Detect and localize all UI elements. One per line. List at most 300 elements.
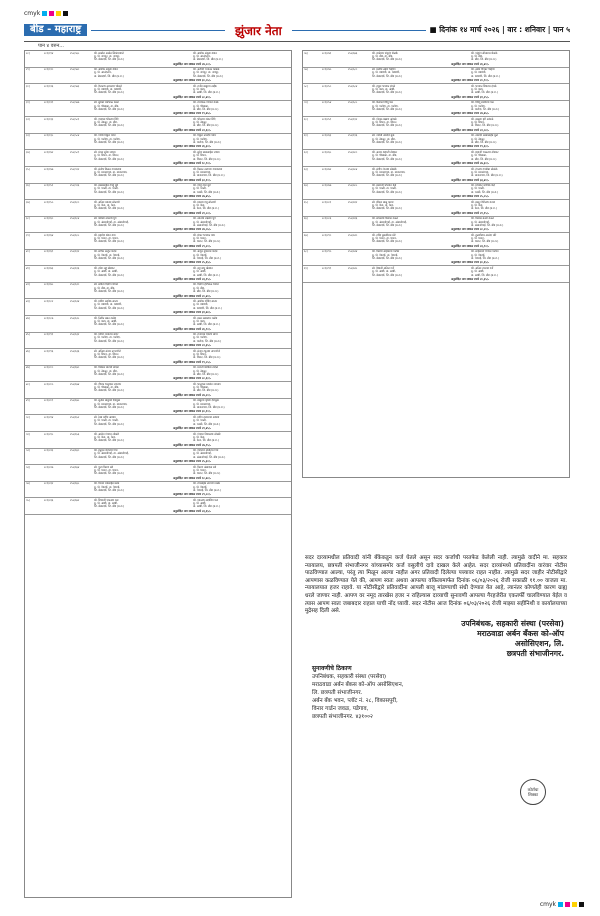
guarantor-line: मु. पो. आनंदनगर, (193, 53, 211, 58)
guarantor-cell (470, 68, 569, 79)
guarantor-line: मु. पो. शिरूर, (471, 120, 485, 125)
guarantor-line: श्री. विठ्ठल नामदेव पवार (193, 133, 217, 138)
row-spacer (25, 62, 43, 66)
borrower-line: श्री. गोरख लक्ष्मण आंधळे (372, 117, 397, 121)
borrower-line: जि. बेमप्रदर्श, जि. बीड (म.रा.) (94, 57, 125, 62)
borrower-line: जि. बेमप्रदर्श, जि. बीड (म.रा.) (94, 405, 125, 409)
account-no: २८१/१९१ (44, 332, 54, 337)
row-spacer (69, 178, 93, 182)
claim-amount: अनुमोदित नाव रक्कम रुपये २३,९०/- (450, 244, 490, 248)
row-spacer (347, 145, 371, 149)
row-spacer (347, 195, 371, 199)
row-spacer (69, 211, 93, 215)
table-row (25, 316, 291, 333)
row-spacer (25, 112, 43, 116)
guarantor-line: श्री. भीमराव शंकर शिंदे (193, 117, 216, 121)
guarantor-cell (192, 366, 291, 377)
borrower-line: जि. बेमप्रदर्श, जि. बीड (म.रा.) (94, 189, 125, 194)
guarantor-line: ता. आष्टी, जि. बीड (म.रा.) (471, 90, 498, 95)
borrower-line: जि. बेमप्रदर्श, जि. बीड (म.रा.) (372, 90, 403, 95)
borrower-line: जि. बेमप्रदर्श, जि. बीड (म.रा.) (372, 57, 403, 62)
serial-no: ४७) (26, 365, 30, 370)
account-no: २८१/२२७ (44, 465, 54, 469)
claim-amount: अनुमोदित नाव रक्कम रुपये २८,२०/- (450, 227, 490, 232)
table-row (25, 299, 291, 316)
loan-no: २५५/६५६ (70, 431, 80, 436)
borrower-cell (93, 167, 192, 178)
magenta-swatch (49, 11, 54, 16)
borrower-line: श्री. ज्ञानेश्वर पांडुरंग शेळके (372, 51, 398, 55)
guarantor-line: मु. पो. शिरूर, (193, 352, 207, 357)
row-spacer (321, 277, 347, 281)
account-no: २८१/११४ (44, 51, 54, 55)
serial-no: ६०) (304, 117, 308, 121)
header-rule (292, 30, 426, 31)
account-no: २८१/१६४ (44, 233, 54, 237)
guarantor-cell (470, 134, 569, 145)
row-spacer (321, 95, 347, 99)
row-spacer (69, 360, 93, 364)
guarantor-cell (192, 101, 291, 112)
loan-no: २५५/५८१ (70, 117, 80, 121)
borrower-line: मु. पो. गेवराई, ता. गेवराई, (94, 484, 120, 489)
borrower-cell (93, 399, 192, 410)
row-spacer (347, 112, 371, 116)
row-spacer (303, 161, 321, 165)
table-row (303, 51, 569, 68)
guarantor-line: ता. गेवराई, जि. बीड (म.रा.) (193, 255, 221, 260)
serial-no: ३१) (26, 100, 30, 105)
borrower-line: जि. बेमप्रदर्श, जि. बीड (म.रा.) (94, 272, 125, 277)
borrower-line: श्री. गणेश विठ्ठल पवार (94, 133, 116, 138)
guarantor-line: ता. बीड, जि. बीड (म.रा.) (193, 388, 219, 393)
borrower-line: जि. बेमप्रदर्श, जि. बीड (म.रा.) (94, 255, 125, 260)
guarantor-cell (470, 84, 569, 95)
signature-line: उपनिबंधक, सहकारी संस्था (परसेवा) (461, 618, 564, 628)
guarantor-cell (192, 316, 291, 327)
row-spacer (69, 161, 93, 165)
magenta-swatch (565, 902, 570, 907)
loan-no: २५५/६८८ (348, 100, 358, 105)
venue-line: अर्बन बँक भवन, प्लॉट नं. २८, विकासपुरी, (312, 697, 398, 704)
claim-amount: अनुमोदित नाव रक्कम रुपये २६,४०/- (450, 62, 490, 66)
guarantor-line: ता. अंबाजोगाई, जि. बीड (म.रा.) (193, 222, 226, 227)
serial-no: ४३) (26, 299, 30, 304)
guarantor-line: मु. पो. बीड, (471, 53, 483, 58)
borrower-line: जि. बेमप्रदर्श, जि. बीड (म.रा.) (94, 504, 125, 509)
table-row (25, 184, 291, 201)
yellow-swatch (56, 11, 61, 16)
row-spacer (69, 410, 93, 414)
serial-no: ५५) (26, 498, 30, 502)
table-row (25, 200, 291, 217)
borrower-line: मु. पो. चौसाळा, ता. बीड, (372, 153, 398, 158)
borrower-line: जि. बेमप्रदर्श, जि. बीड (म.रा.) (94, 173, 125, 178)
row-spacer (303, 128, 321, 132)
row-spacer (43, 493, 69, 497)
row-spacer (43, 277, 69, 281)
guarantor-line: श्री. शहाजी भाऊराव तोडकर (471, 150, 499, 154)
borrower-cell (93, 134, 192, 145)
borrower-line: श्री. दत्तात्रय भीमराव शिंदे (94, 117, 119, 121)
row-spacer (303, 112, 321, 116)
serial-no: ३३) (26, 133, 30, 138)
row-spacer (303, 62, 321, 66)
guarantor-line: ता. बीड, जि. बीड (म.रा.) (193, 106, 219, 111)
guarantor-line: श्री. रंगनाथ दगडोबा सोळंके (471, 166, 498, 171)
account-no: २८१/१६९ (44, 249, 54, 254)
row-spacer (25, 460, 43, 464)
guarantor-line: ता. गेवराई, जि. बीड (म.रा.) (471, 255, 499, 260)
guarantor-line: ता. परळी, जि. बीड (म.रा.) (193, 421, 221, 426)
borrower-line: श्री. संतोष किसन गायकवाड (94, 166, 122, 171)
claim-amount: अनुमोदित नाव रक्कम रुपये २२,३५/- (172, 343, 212, 348)
guarantor-line: ता. पाटोदा, जि. बीड (म.रा.) (193, 140, 222, 144)
row-spacer (43, 460, 69, 464)
guarantor-line: ता. परळी, जि. बीड (म.रा.) (193, 189, 221, 194)
serial-no: ४८) (26, 382, 30, 386)
borrower-line: श्री. दीपक भानुदास जगताप (94, 382, 122, 386)
borrower-line: जि. बेमप्रदर्श, जि. बीड (म.रा.) (94, 388, 125, 393)
claim-amount: अनुमोदित नाव रक्कम रुपये ३०,६५/- (450, 260, 490, 265)
account-no: २८१/१३३ (44, 117, 54, 121)
borrower-line: श्री. शिवाजी एकनाथ फड (94, 498, 119, 502)
row-spacer (43, 344, 69, 348)
borrower-cell (93, 200, 192, 211)
serial-no: ४०) (26, 249, 30, 254)
account-no: २८१/१५१ (44, 183, 54, 188)
row-spacer (25, 277, 43, 281)
claim-amount: अनुमोदित नाव रक्कम रुपये १९,७५/- (172, 111, 212, 116)
guarantor-line: मु. पो. परळी, (193, 186, 207, 191)
row-spacer (25, 178, 43, 182)
serial-no: ५०) (26, 415, 30, 419)
table-row (303, 200, 569, 217)
row-spacer (69, 112, 93, 116)
borrower-cell (371, 117, 470, 128)
loan-no: २५५/६८४ (348, 84, 358, 88)
loan-no: २५५/७१२ (348, 200, 358, 204)
guarantor-line: मु. पो. गेवराई, (193, 484, 208, 489)
borrower-line: श्री. सोमनाथ विलास राऊत (372, 216, 399, 221)
borrower-line: श्री. संदीप रंगनाथ सोळंके (372, 166, 397, 171)
borrower-line: जि. बेमप्रदर्श, जि. बीड (म.रा.) (94, 123, 125, 128)
borrower-line: मु. पो. कडा, ता. आष्टी, (94, 318, 117, 323)
borrower-line: श्री. कैलास विष्णू धस (372, 100, 393, 105)
borrower-line: मु. पो. आनंदनगर, (94, 70, 112, 75)
borrower-line: श्री. विकास मारुती तांदळे (94, 365, 119, 370)
venue-line: मराठवाडा अर्बन बँकस को-ऑप असोसिएशन, (312, 681, 404, 688)
borrower-line: सौ. सुरेखा रामभाऊ काळे (94, 100, 119, 105)
borrower-line: जि. बेमप्रदर्श, जि. बीड (म.रा.) (94, 206, 125, 211)
guarantor-line: श्री. लहू बापू खेडकर (193, 266, 213, 270)
guarantor-cell (192, 333, 291, 344)
table-row (25, 449, 291, 466)
borrower-line: मु. पो. पाटोदा, ता. पाटोदा, (94, 136, 121, 141)
borrower-cell (93, 101, 192, 112)
guarantor-line: मु. पो. गेवराई, (471, 252, 486, 257)
guarantor-line: ता. धारूर, जि. बीड (म.रा.) (471, 239, 499, 244)
borrower-line: जि. बेमप्रदर्श, जि. बीड (म.रा.) (94, 355, 125, 360)
claim-amount: अनुमोदित नाव रक्कम रुपये ३०,१०/- (172, 409, 212, 414)
account-no: २८१/२६३ (322, 133, 332, 138)
account-no: २८१/२४५ (322, 67, 332, 72)
row-spacer (43, 145, 69, 149)
serial-no: ३२) (26, 117, 30, 121)
borrower-line: जि. बेमप्रदर्श, जि. बीड (म.रा.) (94, 289, 125, 294)
table-row (303, 266, 569, 283)
loan-no: २५५/६८० (348, 67, 358, 72)
guarantor-line: श्री. अशोक अंकुश वाकर (193, 51, 217, 55)
row-spacer (25, 95, 43, 99)
table-row (303, 167, 569, 184)
row-spacer (69, 509, 93, 513)
guarantor-line: ता. आष्टी, जि. बीड (म.रा.) (193, 272, 220, 277)
borrower-line: मु. पो. माजलगाव, ता. माजलगाव, (94, 169, 128, 174)
account-no: २८१/२१८ (44, 431, 54, 436)
claim-amount: अनुमोदित नाव रक्कम रुपये १८,९०/- (172, 161, 212, 166)
row-spacer (303, 211, 321, 215)
table-row (303, 217, 569, 234)
loan-no: २५५/६१२ (70, 249, 80, 254)
borrower-line: मु. पो. शिरूर, ता. शिरूर, (94, 352, 120, 357)
row-spacer (43, 327, 69, 331)
guarantor-line: श्री. किरण अंबादास बडे (193, 465, 217, 469)
guarantor-line: श्री. अर्जुन तुकाराम कदम (193, 249, 218, 254)
row-spacer (303, 244, 321, 248)
guarantor-cell (192, 250, 291, 261)
claim-amount: अनुमोदित नाव रक्कम रुपये २५,३०/- (172, 459, 212, 464)
borrower-line: श्री. सखोल आसेन सिकंदरवाले (94, 51, 124, 55)
borrower-line: जि. बेमप्रदर्श, जि. बीड (म.रा.) (372, 73, 403, 78)
claim-amount: अनुमोदित नाव रक्कम रुपये १९,८५/- (172, 360, 212, 364)
claim-amount: अनुमोदित नाव रक्कम रुपये ३२,१०/- (172, 178, 212, 182)
cmyk-label: cmyk (24, 10, 41, 17)
borrower-line: मु. पो. आष्टी, ता. आष्टी, (94, 501, 118, 506)
guarantor-line: मु. पो. केज, (471, 202, 484, 207)
borrower-line: श्री. योगेश राजाराम बांगर (94, 332, 119, 337)
guarantor-line: श्री. भानुदास यशवंत जगताप (193, 382, 221, 386)
guarantor-line: श्री. दगडू रामा मुंडे (193, 183, 211, 188)
borrower-line: सौ. वैशाली अनिल गर्जे (372, 266, 395, 270)
account-no: २८१/२७२ (322, 166, 332, 171)
account-no: २८१/२०९ (44, 398, 54, 403)
court-stamp (520, 779, 546, 805)
guarantor-line: मु. पो. परळी, (471, 186, 485, 191)
borrower-cell (371, 84, 470, 95)
row-spacer (347, 261, 371, 265)
account-no: २८१/१४७ (44, 166, 54, 171)
claim-amount: अनुमोदित नाव रक्कम रुपये २०,९०/- (450, 78, 490, 83)
account-no: २८१/१२० (44, 67, 54, 72)
guarantor-cell (192, 299, 291, 310)
row-spacer (43, 311, 69, 315)
borrower-line: मु. पो. वडवणी, ता. वडवणी, (94, 87, 122, 92)
borrower-line: श्री. रमेश लहू खेडकर (94, 266, 115, 270)
guarantor-line: श्री. संजय रघुनाथ नागरगोजे (193, 349, 220, 353)
serial-no: ६१) (304, 133, 308, 138)
borrower-line: जि. बेमप्रदर्श, जि. बीड (म.रा.) (94, 156, 125, 161)
row-spacer (69, 277, 93, 281)
guarantor-line: मु. पो. अंबाजोगाई, (193, 219, 212, 224)
row-spacer (25, 344, 43, 348)
borrower-line: श्री. अशोक अंकुश वाकर (94, 67, 118, 72)
guarantor-line: ता. बीड, जि. बीड (म.रा.) (471, 140, 497, 144)
borrower-line: श्री. किशोर साहेबराव पाटील (372, 249, 400, 254)
guarantor-cell (192, 84, 291, 95)
borrower-cell (93, 117, 192, 128)
borrower-line: मु. पो. अंबाजोगाई, ता. अंबाजोगाई, (94, 219, 129, 224)
account-no: २८१/१२९ (44, 100, 54, 105)
guarantor-line: मु. पो. चौसाळा, (193, 103, 209, 108)
guarantor-cell (192, 415, 291, 426)
borrower-cell (371, 68, 470, 79)
masthead: झुंजार नेता (234, 23, 282, 38)
borrower-line: श्री. वैजनाथ उत्तमराव भोसले (94, 84, 122, 88)
table-row (25, 283, 291, 300)
loan-no: २५५/७०८ (348, 183, 358, 188)
guarantor-line: मु. पो. वडवणी, (193, 302, 209, 307)
guarantor-line: मु. पो. धारूर, (471, 236, 485, 241)
row-spacer (43, 261, 69, 265)
serial-no: ६२) (304, 150, 308, 154)
guarantor-line: ता. आष्टी, जि. बीड (म.रा.) (193, 322, 220, 327)
claim-amount: अनुमोदित नाव रक्कम रुपये ३१,७०/- (172, 310, 212, 315)
row-spacer (43, 112, 69, 116)
serial-no: ५२) (26, 448, 30, 453)
serial-no: ४६) (26, 349, 30, 353)
black-swatch (63, 11, 68, 16)
row-spacer (43, 509, 69, 513)
borrower-line: मु. पो. परळी, ता. परळी, (94, 186, 119, 191)
borrower-line: मु. पो. वडवणी, ता. वडवणी, (94, 302, 122, 307)
guarantor-cell (192, 498, 291, 509)
borrower-line: मु. पो. केज, ता. केज, (372, 202, 394, 207)
borrower-line: मु. पो. बीड, ता. बीड, (372, 53, 394, 58)
borrower-cell (93, 266, 192, 277)
row-spacer (43, 360, 69, 364)
guarantor-line: ता. आष्टी, जि. बीड (म.रा.) (471, 272, 498, 277)
guarantor-cell (192, 68, 291, 79)
yellow-swatch (572, 902, 577, 907)
guarantor-line: ता. पाटोदा, जि. बीड (म.रा.) (471, 106, 500, 111)
color-registration-strip-bottom (540, 901, 584, 908)
account-no: २८१/२२३ (44, 448, 54, 453)
row-spacer (43, 228, 69, 232)
row-spacer (43, 410, 69, 414)
borrower-line: मु. पो. आष्टी, ता. आष्टी, (94, 269, 118, 274)
row-spacer (25, 509, 43, 513)
guarantor-line: श्री. नवनाथ लक्ष्मण घुगे (193, 216, 216, 221)
borrower-line: मु. पो. अंबाजोगाई, ता. अंबाजोगाई, (372, 219, 407, 224)
guarantor-line: ता. केज, जि. बीड (म.रा.) (193, 206, 219, 211)
row-spacer (43, 443, 69, 447)
guarantor-line: मु. पो. शिरूर, (193, 153, 207, 158)
loan-no: २५५/५९२ (70, 166, 80, 171)
serial-no: ६४) (304, 183, 308, 188)
serial-no: २८) (26, 51, 30, 55)
row-spacer (69, 294, 93, 298)
guarantor-line: ता. पाटोदा, जि. बीड (म.रा.) (193, 338, 222, 343)
table-row (25, 84, 291, 101)
row-spacer (321, 228, 347, 232)
row-spacer (69, 195, 93, 199)
guarantor-line: मु. पो. पाटोदा, (471, 103, 486, 108)
notice-body: सदर दाव्यामधील प्रतिवादी यांनी बँकेकडून कर्ज घेतले असून सदर कर्जाची परतफेड केलेली नाही. त्यामुळे वादीने मा. सहकार न्यायालय, छत्रपती संभाजीनगर यांच्यासमोर कर्ज वसुलीचे दावे दाखल केले आहेत. सदर दाव्यांमध्ये प्रतिवादींना वारंवार नोटीस पाठविण्यात आल्या, परंतु त्या मिळून आल्या नाहीत अगर प्रतिवादी दिलेल्या पत्त्यावर राहत नाहीत. त्यामुळे सदर जाहीर नोटीसीद्वारे आपणास कळविण्यात येते की, आपण स्वतः अथवा आपल्या वकिलामार्फत दिनांक ०६/०३/२०२६ रोजी सकाळी ११.०० वाजता मा. न्यायालयात हजर राहावे. या नोटीसीद्वारे प्रतिवादींना आपली बाजू मांडण्याची संधी देण्यात येत आहे, त्यानंतर कोणतेही कारण ग्राह्य धरले जाणार नाही. आपण वर नमूद तारखेस हजर न राहिल्यास दाव्याची सुनावणी आपल्या गैरहजेरीत एकतर्फी चालविण्यात येईल व त्यास आपण स्वतः जबाबदार राहाल याची नोंद घ्यावी. सदर नोटीस आज दिनांक ०६/०३/२०२६ रोजी माझ्या सहीनिशी व कार्यालयाच्या मुद्रेसह दिली असे. (305, 555, 567, 615)
guarantor-line: ता. धारूर, जि. बीड (म.रा.) (193, 239, 221, 244)
borrower-line: जि. बेमप्रदर्श, जि. बीड (म.रा.) (372, 189, 403, 194)
row-spacer (25, 211, 43, 215)
borrower-line: मु. पो. धारूर, ता. धारूर, (372, 236, 397, 241)
borrower-cell (93, 217, 192, 228)
guarantor-cell (192, 349, 291, 360)
guarantor-line: श्री. बाळू गोपीनाथ कराड (471, 200, 495, 204)
borrower-cell (371, 233, 470, 244)
account-no: २८१/१७८ (44, 282, 54, 287)
row-spacer (69, 476, 93, 480)
borrower-line: मु. पो. बीड, ता. बीड, (94, 285, 116, 290)
serial-no: ३०) (26, 84, 30, 88)
borrower-line: मु. पो. शिरूर, ता. शिरूर, (94, 153, 120, 158)
row-spacer (43, 62, 69, 66)
guarantor-cell (192, 51, 291, 62)
row-spacer (43, 476, 69, 480)
guarantor-line: श्री. विलास बन्सी राऊत (471, 216, 494, 221)
guarantor-line: मु. पो. नेकनूर, (193, 368, 208, 373)
claim-amount: अनुमोदित नाव रक्कम रुपये २९,८०/- (172, 492, 212, 497)
row-spacer (25, 145, 43, 149)
row-spacer (347, 277, 371, 281)
borrower-cell (93, 449, 192, 460)
serial-no: ४१) (26, 266, 30, 270)
borrower-line: जि. बेमप्रदर्श, जि. बीड (म.रा.) (94, 421, 125, 426)
row-spacer (25, 360, 43, 364)
guarantor-cell (192, 233, 291, 244)
venue-line: विनार गार्डन जवळ, पडेगाव, (312, 705, 369, 712)
guarantor-cell (192, 167, 291, 178)
row-spacer (321, 62, 347, 66)
account-no: २८१/१४२ (44, 150, 54, 154)
row-spacer (25, 377, 43, 381)
account-no: २८१/१३८ (44, 133, 54, 138)
loan-no: २५५/६१६ (70, 266, 80, 270)
borrower-line: मु. पो. चौसाळा, ता. बीड, (94, 385, 120, 390)
table-row (303, 84, 569, 101)
serial-no: ४२) (26, 282, 30, 287)
row-spacer (43, 195, 69, 199)
borrower-line: मु. पो. नेकनूर, ता. बीड, (94, 368, 118, 373)
guarantor-line: ता. आष्टी, जि. बीड (म.रा.) (193, 90, 220, 95)
serial-no: ६३) (304, 166, 308, 171)
guarantor-line: श्री. रावसाहेब नारायण मस्के (193, 481, 220, 486)
loan-no: २५५/७०० (348, 150, 358, 154)
stamp-line: कोर्टाचा (527, 787, 539, 792)
borrower-line: मु. पो. पाटोदा, ता. पाटोदा, (94, 335, 121, 340)
borrower-cell (93, 316, 192, 327)
borrower-line: मु. पो. माजलगाव, ता. माजलगाव, (94, 401, 128, 406)
guarantor-line: मु. पो. धारूर, (193, 467, 207, 472)
borrower-line: मु. पो. पाटोदा, ता. पाटोदा, (372, 103, 399, 108)
venue-heading: सुनावणीचे ठिकाण (312, 664, 352, 672)
signature-line: असोसिएशन, लि. (514, 638, 564, 648)
guarantor-line: मु. पो. आष्टी, (471, 269, 485, 274)
borrower-cell (93, 465, 192, 476)
row-spacer (69, 145, 93, 149)
account-no: २८१/१२६ (44, 84, 54, 88)
guarantor-cell (470, 217, 569, 228)
guarantor-line: ता. बीड, जि. बीड (म.रा.) (193, 123, 219, 128)
claim-amount: अनुमोदित नाव रक्कम रुपये २१,१५/- (450, 211, 490, 215)
